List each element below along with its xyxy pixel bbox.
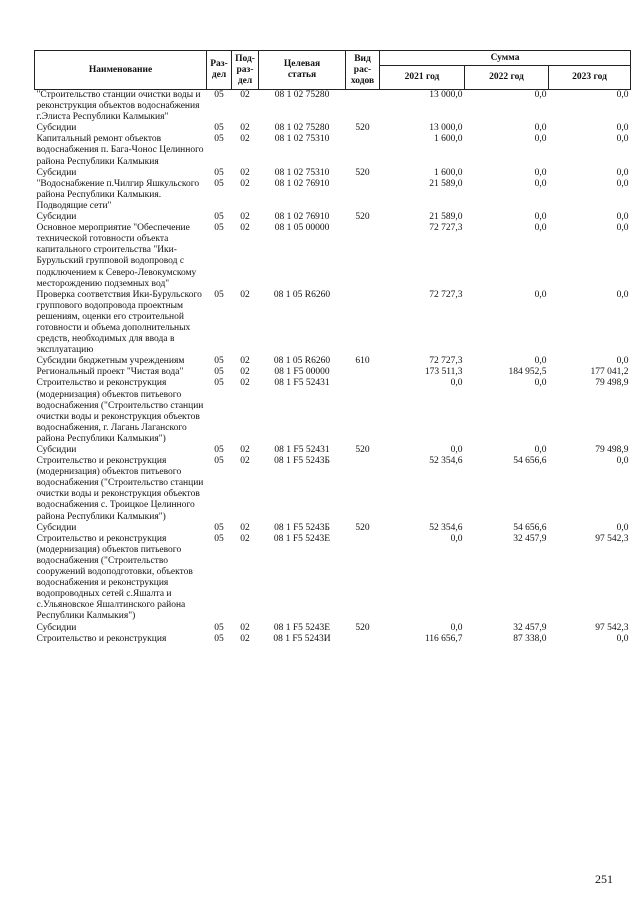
row-target-article: 08 1 02 76910	[274, 178, 330, 189]
header-2021: 2021 год	[380, 66, 465, 90]
table-row	[35, 456, 631, 523]
row-section: 05	[214, 367, 224, 378]
row-name: "Водоснабжение п.Чилгир Яшкульского района Республики Калмыкия. Подводящие сети"	[36, 178, 200, 211]
table-header	[35, 51, 631, 90]
row-sum-2021: 0,0	[450, 378, 463, 389]
table-body	[35, 90, 631, 645]
row-subsection: 02	[240, 522, 250, 533]
row-name: Субсидии	[36, 622, 77, 633]
row-sum-2021: 1 600,0	[434, 134, 463, 145]
row-sum-2023: 97 542,3	[595, 622, 629, 633]
row-sum-2023: 0,0	[616, 178, 629, 189]
row-sum-2022: 0,0	[534, 445, 547, 455]
row-expense-type	[346, 223, 380, 290]
row-name: Строительство и реконструкция (модернизация) объектов питьевого водоснабжения ("Строительство сооружений водоподготовки, объектов водоснабжения и реконструкция водопроводных сетей с.Яшалта и с.Ульяновское Яшалтинского района Республики Калмыкия")	[36, 533, 193, 622]
row-target-article: 08 1 02 75280	[274, 123, 330, 134]
table-row	[35, 123, 631, 134]
table-row	[35, 290, 631, 357]
header-target-article: Целевая статья	[259, 51, 346, 90]
row-name: Региональный проект "Чистая вода"	[36, 367, 184, 378]
row-subsection: 02	[240, 223, 250, 234]
row-subsection: 02	[240, 90, 250, 100]
row-sum-2023: 0,0	[616, 223, 629, 234]
row-expense-type: 610	[355, 356, 370, 367]
row-target-article: 08 1 F5 52431	[274, 445, 330, 455]
row-sum-2021: 21 589,0	[429, 212, 463, 223]
row-sum-2023: 0,0	[616, 134, 629, 145]
row-sum-2022: 0,0	[534, 356, 547, 367]
row-sum-2022: 0,0	[534, 123, 547, 134]
row-sum-2022: 32 457,9	[513, 533, 547, 544]
row-subsection: 02	[240, 356, 250, 367]
table-row	[35, 356, 631, 367]
row-subsection: 02	[240, 123, 250, 134]
row-sum-2023: 0,0	[616, 212, 629, 223]
row-subsection: 02	[240, 445, 250, 455]
row-expense-type	[346, 179, 380, 212]
row-sum-2023: 0,0	[616, 123, 629, 134]
row-sum-2021: 72 727,3	[429, 289, 463, 300]
row-target-article: 08 1 02 75280	[274, 90, 330, 100]
row-name: Строительство и реконструкция	[36, 633, 167, 644]
row-expense-type	[346, 90, 380, 124]
row-target-article: 08 1 02 75310	[274, 134, 330, 145]
row-name: Проверка соответствия Ики-Бурульского группового водопровода проектным решениям, оценки его строительной готовности и объема дополнительных средств, необходимых для ввода в эксплуатацию	[36, 289, 202, 356]
row-expense-type: 520	[355, 522, 370, 533]
row-expense-type	[346, 367, 380, 378]
row-sum-2021: 116 656,7	[424, 633, 463, 644]
row-name: "Строительство станции очистки воды и реконструкция объектов водоснабжения г.Элиста Республики Калмыкия"	[36, 90, 201, 123]
row-sum-2022: 0,0	[534, 167, 547, 178]
row-section: 05	[214, 456, 224, 467]
row-sum-2023: 0,0	[616, 289, 629, 300]
row-subsection: 02	[240, 212, 250, 223]
row-expense-type	[346, 290, 380, 357]
row-name: Субсидии	[36, 123, 77, 134]
row-sum-2022: 87 338,0	[513, 633, 547, 644]
row-sum-2021: 52 354,6	[429, 456, 463, 467]
row-sum-2022: 184 952,5	[508, 367, 547, 378]
row-section: 05	[214, 533, 224, 544]
row-sum-2023: 0,0	[616, 522, 629, 533]
row-subsection: 02	[240, 178, 250, 189]
table-row	[35, 534, 631, 623]
row-sum-2023: 0,0	[616, 633, 629, 644]
row-section: 05	[214, 178, 224, 189]
table-row	[35, 634, 631, 645]
row-sum-2021: 72 727,3	[429, 356, 463, 367]
row-subsection: 02	[240, 533, 250, 544]
page-number: 251	[595, 872, 613, 886]
row-sum-2021: 0,0	[450, 445, 463, 455]
row-target-article: 08 1 F5 5243Е	[273, 622, 331, 633]
row-expense-type	[346, 134, 380, 167]
row-section: 05	[214, 167, 224, 178]
row-sum-2023: 0,0	[616, 456, 629, 467]
table-row	[35, 223, 631, 290]
row-subsection: 02	[240, 633, 250, 644]
row-subsection: 02	[240, 622, 250, 633]
row-sum-2023: 97 542,3	[595, 533, 629, 544]
row-sum-2023: 177 041,2	[590, 367, 629, 378]
table-row	[35, 212, 631, 223]
row-sum-2023: 0,0	[616, 90, 629, 100]
row-sum-2021: 0,0	[450, 622, 463, 633]
row-sum-2022: 0,0	[534, 212, 547, 223]
table-row	[35, 523, 631, 534]
row-expense-type	[346, 456, 380, 523]
row-target-article: 08 1 05 00000	[274, 223, 330, 234]
row-sum-2021: 1 600,0	[434, 167, 463, 178]
row-sum-2022: 0,0	[534, 90, 547, 100]
table-row	[35, 623, 631, 634]
row-section: 05	[214, 134, 224, 145]
row-name: Субсидии	[36, 445, 77, 455]
row-target-article: 08 1 F5 52431	[274, 378, 330, 389]
row-sum-2022: 0,0	[534, 289, 547, 300]
row-sum-2022: 0,0	[534, 223, 547, 234]
row-sum-2023: 79 498,9	[595, 378, 629, 389]
row-sum-2023: 0,0	[616, 356, 629, 367]
row-name: Строительство и реконструкция (модернизация) объектов питьевого водоснабжения ("Строительство станции очистки воды и реконструкция объектов водоснабжения с. Троицкое Целинного района Республики Калмыкия")	[36, 456, 204, 522]
row-sum-2021: 0,0	[450, 533, 463, 544]
row-sum-2022: 0,0	[534, 378, 547, 389]
row-subsection: 02	[240, 456, 250, 467]
row-name: Строительство и реконструкция (модернизация) объектов питьевого водоснабжения ("Строительство станции очистки воды и реконструкция объектов водоснабжения, г. Лагань Лаганского района Республики Калмыкия")	[36, 378, 204, 444]
row-sum-2021: 72 727,3	[429, 223, 463, 234]
row-subsection: 02	[240, 134, 250, 145]
row-target-article: 08 1 F5 5243Б	[274, 456, 330, 467]
row-target-article: 08 1 F5 5243Б	[274, 522, 330, 533]
row-target-article: 08 1 F5 5243И	[273, 633, 331, 644]
row-subsection: 02	[240, 367, 250, 378]
row-section: 05	[214, 633, 224, 644]
row-subsection: 02	[240, 167, 250, 178]
row-section: 05	[214, 445, 224, 455]
row-name: Субсидии	[36, 522, 77, 533]
row-sum-2023: 79 498,9	[595, 445, 629, 455]
row-sum-2022: 0,0	[534, 134, 547, 145]
row-section: 05	[214, 378, 224, 389]
row-target-article: 08 1 F5 00000	[274, 367, 330, 378]
header-section: Раз- дел	[207, 51, 232, 90]
row-target-article: 08 1 05 R6260	[273, 356, 331, 367]
row-target-article: 08 1 F5 5243Е	[273, 533, 331, 544]
header-2022: 2022 год	[465, 66, 549, 90]
row-subsection: 02	[240, 378, 250, 389]
row-sum-2021: 52 354,6	[429, 522, 463, 533]
row-expense-type: 520	[355, 123, 370, 134]
row-name: Субсидии	[36, 212, 77, 223]
table-row	[35, 134, 631, 167]
row-expense-type	[346, 378, 380, 445]
row-sum-2023: 0,0	[616, 167, 629, 178]
row-expense-type	[346, 534, 380, 623]
table-row	[35, 445, 631, 456]
table-row	[35, 378, 631, 445]
row-target-article: 08 1 02 76910	[274, 212, 330, 223]
row-expense-type: 520	[355, 622, 370, 633]
header-sum: Сумма	[380, 51, 631, 66]
row-target-article: 08 1 05 R6260	[273, 289, 331, 300]
row-sum-2021: 13 000,0	[429, 123, 463, 134]
row-section: 05	[214, 212, 224, 223]
row-name: Основное мероприятие "Обеспечение технической готовности объекта капитального строительства "Ики-Бурульский групповой водопровод с подключением к Северо-Левокумскому месторождению подземных вод"	[36, 223, 197, 289]
row-sum-2021: 13 000,0	[429, 90, 463, 100]
row-section: 05	[214, 356, 224, 367]
row-section: 05	[214, 622, 224, 633]
table-row	[35, 179, 631, 212]
row-section: 05	[214, 223, 224, 234]
row-section: 05	[214, 123, 224, 134]
row-sum-2022: 32 457,9	[513, 622, 547, 633]
row-section: 05	[214, 90, 224, 100]
row-name: Субсидии бюджетным учреждениям	[36, 356, 185, 367]
row-sum-2021: 173 511,3	[424, 367, 463, 378]
row-name: Субсидии	[36, 167, 77, 178]
row-section: 05	[214, 522, 224, 533]
row-sum-2022: 54 656,6	[513, 522, 547, 533]
table-row	[35, 367, 631, 378]
row-subsection: 02	[240, 289, 250, 300]
row-sum-2022: 0,0	[534, 178, 547, 189]
row-sum-2021: 21 589,0	[429, 178, 463, 189]
row-expense-type: 520	[355, 445, 370, 455]
budget-table	[34, 50, 631, 645]
table-row	[35, 168, 631, 179]
row-target-article: 08 1 02 75310	[274, 167, 330, 178]
row-expense-type	[346, 634, 380, 645]
row-expense-type: 520	[355, 212, 370, 223]
table-row	[35, 90, 631, 124]
row-section: 05	[214, 289, 224, 300]
header-subsection: Под- раз- дел	[232, 51, 259, 90]
row-name: Капитальный ремонт объектов водоснабжения п. Бага-Чонос Целинного района Республики Калмыкия	[36, 134, 204, 167]
row-expense-type: 520	[355, 167, 370, 178]
header-name: Наименование	[35, 51, 207, 90]
row-sum-2022: 54 656,6	[513, 456, 547, 467]
header-2023: 2023 год	[549, 66, 631, 90]
header-expense-type: Вид рас- ходов	[346, 51, 380, 90]
